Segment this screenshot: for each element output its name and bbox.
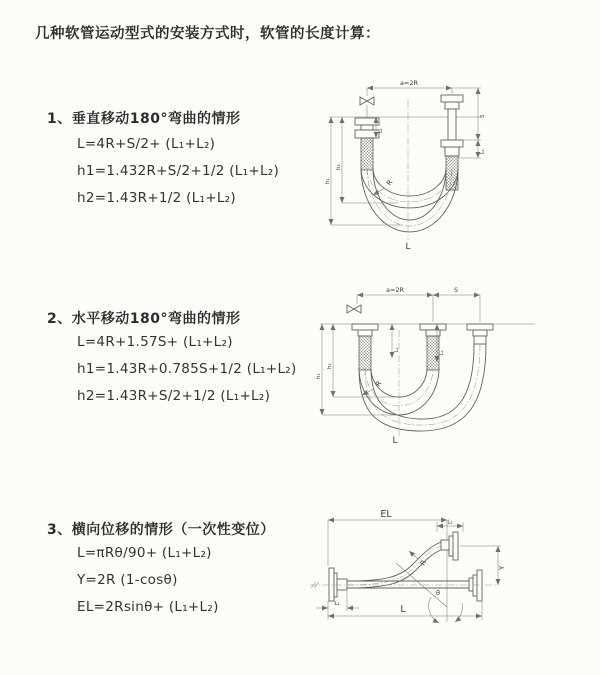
d1-dim-s-label: S (480, 114, 486, 118)
d3-dim-y-label: Y (498, 565, 506, 570)
d3-theta-label: θ (436, 589, 440, 597)
d1-dim-l2-label: L₂ (480, 149, 486, 154)
section-2-formula-h1: h1=1.43R+0.785S+1/2 (L₁+L₂) (77, 361, 297, 377)
section-3-heading: 3、横向位移的情形（一次性变位） (47, 522, 275, 538)
d3-dim-el-label: EL (380, 509, 392, 520)
d3-right-flange (469, 570, 482, 601)
section-3-formula-l: L=πRθ/90+ (L₁+L₂) (77, 545, 212, 561)
d2-top-dimensions (357, 286, 480, 322)
d2-dim-h1-label: h₁ (316, 373, 322, 379)
d1-valve-icon (360, 97, 374, 117)
d2-radius-label: R (374, 379, 384, 389)
d3-left-flange (329, 568, 347, 601)
d3-l1-top-dimension (437, 520, 463, 533)
d2-valve-icon (347, 305, 361, 313)
d2-length-label: L (392, 436, 398, 446)
d1-dim-l1-label: L₁ (378, 128, 384, 133)
d1-dim-h2-label: h₂ (336, 164, 342, 170)
section-2-heading: 2、水平移动180°弯曲的情形 (47, 311, 241, 327)
d1-radius-label: R (385, 178, 395, 188)
d1-top-dimension (367, 79, 452, 96)
d1-left-fitting (355, 118, 379, 170)
section-3-formula-y: Y=2R (1-cosθ) (77, 572, 178, 588)
diagram-vertical-u-bend (303, 72, 575, 274)
section-3-formula-el: EL=2Rsinθ+ (L₁+L₂) (77, 599, 219, 615)
d3-dim-l1-top-label: L₁ (447, 519, 453, 526)
d1-dim-h1-label: h₁ (325, 178, 331, 184)
d2-right-fitting (467, 324, 493, 344)
d2-l1-dimension (392, 324, 400, 358)
d2-dim-h2-label: h₂ (327, 363, 333, 369)
d3-angle-annotation (396, 563, 462, 623)
section-1-heading: 1、垂直移动180°弯曲的情形 (47, 111, 241, 127)
section-1-formula-h1: h1=1.432R+S/2+1/2 (L₁+L₂) (77, 163, 280, 179)
d1-length-label: L (405, 242, 411, 252)
section-2-formula-h2: h2=1.43R+S/2+1/2 (L₁+L₂) (77, 388, 271, 404)
d3-y-dimension (460, 546, 506, 585)
d1-l2-dimension (478, 140, 486, 158)
d3-radius-label: R (418, 558, 429, 568)
d3-l-dimension (328, 601, 482, 620)
d3-l1-bottom-dimension (316, 591, 359, 611)
diagram-lateral-displacement (300, 498, 580, 672)
d2-dim-s-label: S (454, 287, 458, 294)
section-2-formula-l: L=4R+1.57S+ (L₁+L₂) (77, 334, 233, 350)
section-1-formula-h2: h2=1.43R+1/2 (L₁+L₂) (77, 190, 236, 206)
d2-dim-l2-label: L₂ (439, 350, 445, 355)
d3-upper-flange (441, 532, 458, 560)
d2-left-fitting (352, 324, 378, 370)
d2-dim-l1-label: L₁ (394, 347, 400, 352)
d1-dim-a2r-label: a=2R (399, 79, 419, 87)
section-1-formula-l: L=4R+S/2+ (L₁+L₂) (77, 136, 216, 152)
d2-dim-a2r-label: a=2R (385, 286, 405, 294)
diagram-horizontal-u-bend (303, 278, 595, 470)
d3-dim-l1-bottom-label: L₁ (334, 601, 340, 607)
d3-length-label: L (400, 604, 406, 615)
d2-middle-fitting (420, 324, 446, 370)
page-title: 几种软管运动型式的安装方式时，软管的长度计算： (35, 26, 380, 42)
